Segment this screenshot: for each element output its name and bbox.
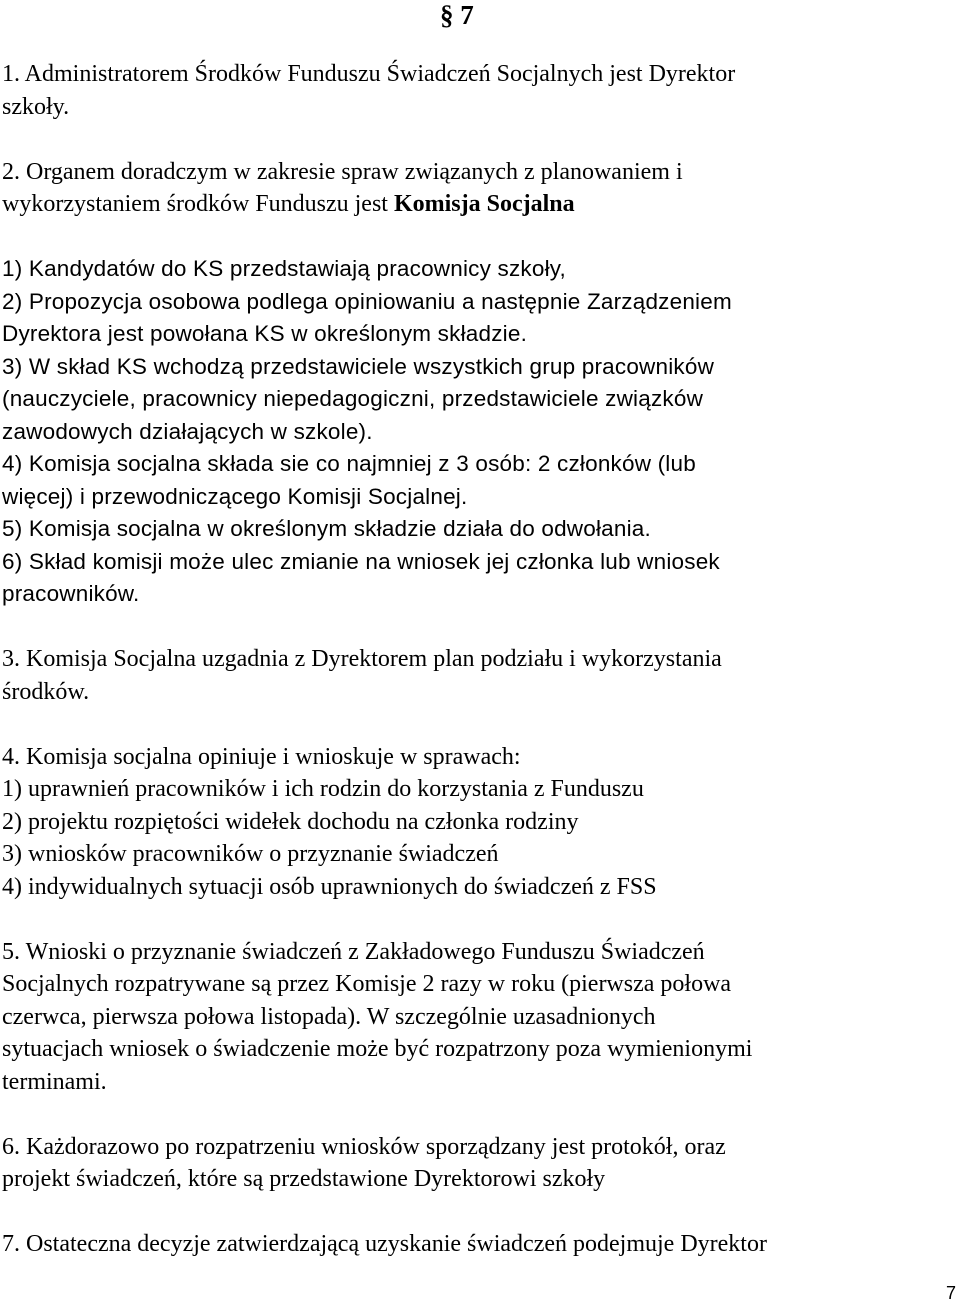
paragraph-3 [2, 643, 942, 708]
list-item: (nauczyciele, pracownicy niepedagogiczni, przedstawiciele związków [2, 386, 704, 411]
list-item: więcej) i przewodniczącego Komisji Socjalnej. [2, 483, 468, 509]
text-line: sytuacjach wniosek o świadczenie może być rozpatrzony poza wymienionymi [2, 1036, 753, 1062]
list-item: pracowników. [2, 581, 140, 606]
text-line: 7. Ostateczna decyzje zatwierdzającą uzyskanie świadczeń podejmuje Dyrektor [2, 1231, 767, 1257]
paragraph-7 [2, 1228, 942, 1261]
sub-list [2, 253, 942, 611]
list-item: 3) wniosków pracowników o przyznanie świadczeń [2, 841, 499, 867]
list-item: zawodowych działających w szkole). [2, 418, 373, 444]
page-number: 7 [945, 1283, 956, 1303]
list-item: 2) Propozycja osobowa podlega opiniowaniu a następnie Zarządzeniem [2, 288, 732, 314]
list-item: 1) uprawnień pracowników i ich rodzin do korzystania z Funduszu [2, 776, 644, 802]
list-item: Dyrektora jest powołana KS w określonym składzie. [2, 321, 528, 346]
text-line: 3. Komisja Socjalna uzgadnia z Dyrektorem plan podziału i wykorzystania [2, 646, 722, 672]
list-item: 2) projektu rozpiętości widełek dochodu na członka rodziny [2, 808, 579, 835]
list-item: 3) W skład KS wchodzą przedstawiciele wszystkich grup pracowników [2, 353, 715, 379]
document-body [2, 58, 942, 1261]
list-item: 6) Skład komisji może ulec zmianie na wniosek jej członka lub wniosek [2, 548, 720, 574]
paragraph-6 [2, 1131, 942, 1196]
text-line: 1. Administratorem Środków Funduszu Świadczeń Socjalnych jest Dyrektor [2, 61, 736, 87]
text-line: szkoły. [2, 93, 70, 120]
text-line: 2. Organem doradczym w zakresie spraw związanych z planowaniem i [2, 158, 683, 185]
list-item: 5) Komisja socjalna w określonym składzie działa do odwołania. [2, 516, 651, 541]
paragraph-1 [2, 58, 942, 123]
text-line: 6. Każdorazowo po rozpatrzeniu wniosków sporządzany jest protokół, oraz [2, 1133, 726, 1160]
list-item: 4) Komisja socjalna składa sie co najmniej z 3 osób: 2 członków (lub [2, 451, 696, 476]
paragraph-2 [2, 156, 942, 221]
text-line: projekt świadczeń, które są przedstawione Dyrektorowi szkoły [2, 1166, 606, 1192]
section-heading: § 7 [440, 0, 474, 30]
text-line: 5. Wnioski o przyznanie świadczeń z Zakładowego Funduszu Świadczeń [2, 938, 705, 965]
text-line: terminami. [2, 1068, 107, 1095]
text-line [2, 188, 942, 221]
paragraph-5 [2, 936, 942, 1099]
list-item: 1) Kandydatów do KS przedstawiają pracownicy szkoły, [2, 256, 567, 281]
list-item: 4) indywidualnych sytuacji osób uprawnionych do świadczeń z FSS [2, 873, 657, 900]
bold-term: Komisja Socjalna [393, 191, 575, 217]
text-line: środków. [2, 678, 90, 705]
paragraph-4 [2, 741, 942, 904]
text-line: czerwca, pierwsza połowa listopada). W szczególnie uzasadnionych [2, 1003, 656, 1030]
text-line: 4. Komisja socjalna opiniuje i wnioskuje w sprawach: [2, 743, 521, 770]
text-segment: wykorzystaniem środków Funduszu jest [2, 191, 394, 217]
text-line: Socjalnych rozpatrywane są przez Komisje 2 razy w roku (pierwsza połowa [2, 971, 732, 997]
